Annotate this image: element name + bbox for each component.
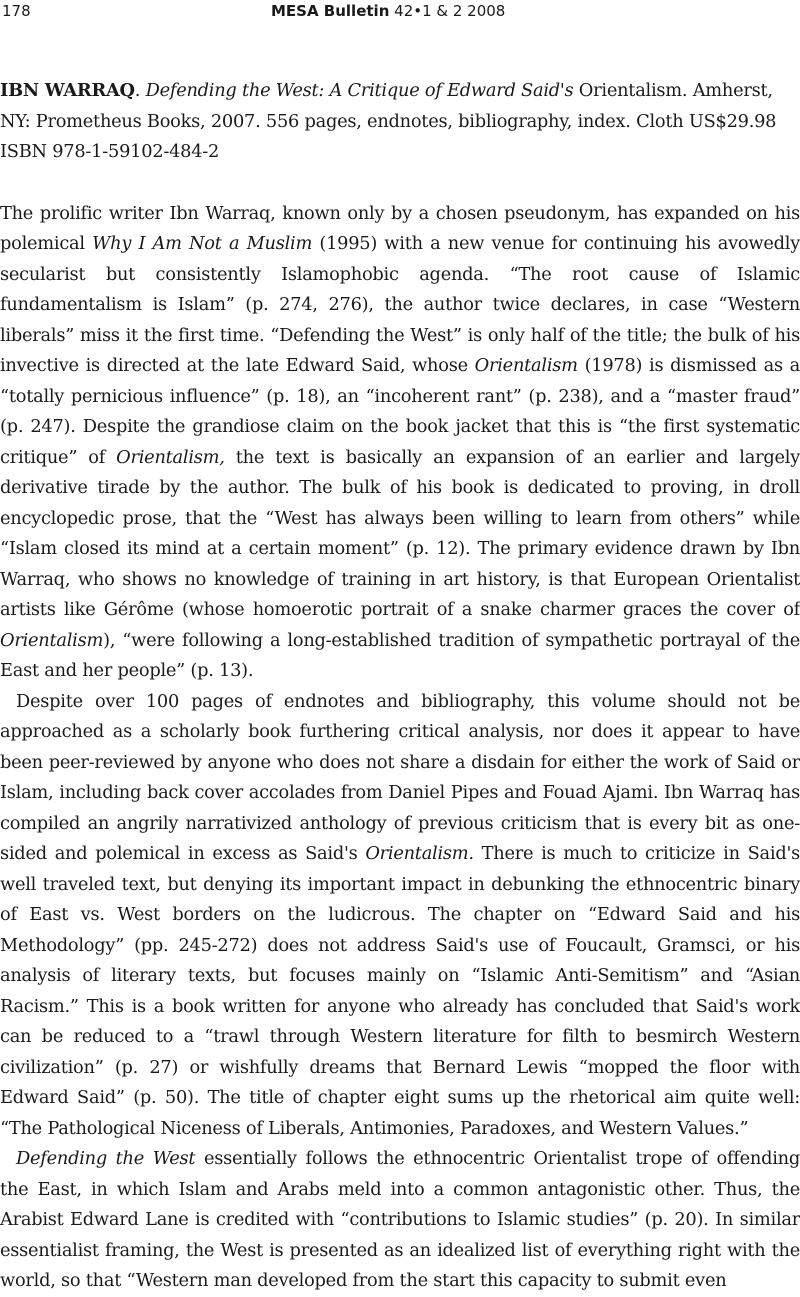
italic-title: Orientalism, — [116, 446, 225, 468]
book-citation — [0, 76, 800, 168]
text-run: There is much to criticize in Said's well traveled text, but denying its important impact in debunking the ethnocentric binary of East vs. West borders on the ludicrous. The chapter on “Edward Said and his Methodology” (pp. 245-272) does not address Said's use of Foucault, Gramsci, or his analysis of literary texts, but focuses mainly on “Islamic Anti-Semitism” and “Asian Racism.” This is a book written for anyone who already has concluded that Said's work can be reduced to a “trawl through Western literature for filth to besmirch Western civilization” (p. 27) or wishfully dreams that Bernard Lewis “mopped the floor with Edward Said” (p. 50). The title of chapter eight sums up the rhetorical aim quite well: “The Pathological Niceness of Liberals, Antimonies, Paradoxes, and Western Values.” — [0, 843, 800, 1139]
text-run: essentially follows the ethnocentric Orientalist trope of offending the East, in which Islam and Arabs meld into a common antagonistic other. Thus, the Arabist Edward Lane is credited with “contributions to Islamic studies” (p. 20). In similar essentialist framing, the West is presented as an idealized list of everything right with the world, so that “Western man developed from the start this capacity to submit even — [0, 1148, 800, 1291]
text-run: The prolific writer Ibn Warraq, known only by a chosen pseudonym, has expanded on his polemical — [0, 202, 800, 254]
italic-title: Defending the West — [16, 1148, 196, 1169]
text-run: (1978) is dismissed as a “totally pernicious influence” (p. 18), an “incoherent rant” (p. 238), and a “master fraud” (p. 247). Despite the grandiose claim on the book jacket that this is “the first systematic critique” of — [0, 355, 800, 468]
paragraph-1 — [0, 199, 800, 687]
italic-title: Why I Am Not a Muslim — [92, 233, 313, 254]
publication-details: Amherst, NY: Prometheus Books, 2007. 556 pages, endnotes, bibliography, index. Cloth US$29.98 ISBN 978-1-59102-484-2 — [0, 80, 777, 162]
text-run: Despite over 100 pages of endnotes and bibliography, this volume should not be approached as a scholarly book furthering critical analysis, nor does it appear to have been peer-reviewed by anyone who does not share a disdain for either the work of Said or Islam, including back cover accolades from Daniel Pipes and Fouad Ajami. Ibn Warraq has compiled an angrily narrativized anthology of previous criticism that is every bit as one-sided and polemical in excess as Said's — [0, 690, 800, 864]
italic-title: Orientalism — [474, 355, 578, 376]
page-header — [0, 2, 800, 24]
journal-issue: 42•1 & 2 2008 — [394, 2, 506, 20]
page-number: 178 — [2, 2, 31, 20]
journal-name: MESA Bulletin — [271, 2, 390, 20]
italic-title: Orientalism — [0, 629, 104, 651]
text-run: the text is basically an expansion of an earlier and largely derivative tirade by the author. The bulk of his book is dedicated to proving, in droll encyclopedic prose, that the “West has always been willing to learn from others” while “Islam closed its mind at a certain moment” (p. 12). The primary evidence drawn by Ibn Warraq, who shows no knowledge of training in art history, is that European Orientalist artists like Gérôme (whose homoerotic portrait of a snake charmer graces the cover of — [0, 446, 800, 620]
review-body — [0, 199, 800, 1297]
review-page — [0, 76, 800, 1297]
author-separator: . — [134, 80, 146, 101]
book-author: IBN WARRAQ — [0, 80, 135, 101]
italic-title: Orientalism. — [365, 843, 474, 864]
text-run: ), “were following a long-established tradition of sympathetic portrayal of the East and her people” (p. 13). — [0, 629, 800, 681]
text-run: (1995) with a new venue for continuing his avowedly secularist but consistently Islamophobic agenda. “The root cause of Islamic fundamentalism is Islam” (p. 274, 276), the author twice declares, in case “Western liberals” miss it the first time. “Defending the West” is only half of the title; the bulk of his invective is directed at the late Edward Said, whose — [0, 233, 800, 376]
book-title-subject: Orientalism. — [573, 80, 693, 101]
paragraph-3 — [0, 1144, 800, 1297]
paragraph-2 — [0, 687, 800, 1145]
book-title: Defending the West: A Critique of Edward Said's — [145, 80, 574, 101]
running-head — [271, 2, 505, 20]
